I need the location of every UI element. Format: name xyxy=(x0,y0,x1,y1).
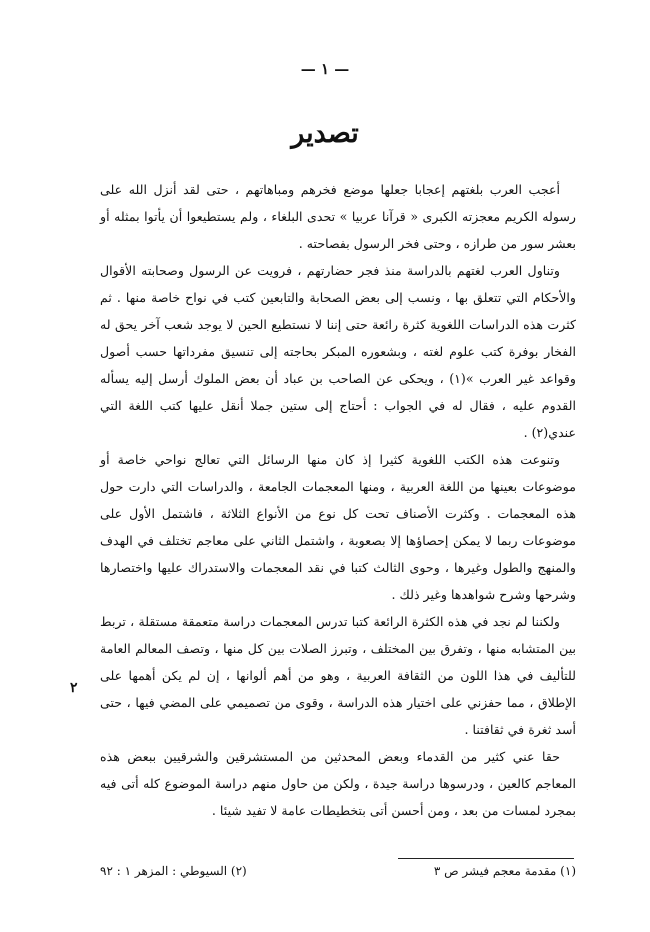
paragraph: أعجب العرب بلغتهم إعجابا جعلها موضع فخرهم ومباهاتهم ، حتى لقد أنزل الله على رسوله الكريم معجزته الكبرى « قرآنا عربيا » تحدى البلغاء ، ولم يستطيعوا أن يأتوا بمثله أو بعشر سور من طرازه ، وحتى فخر الرسول بفصاحته . xyxy=(100,182,576,251)
margin-number: ٢ xyxy=(70,680,78,696)
footnotes xyxy=(100,864,576,878)
footnote: (٢) السيوطي : المزهر ١ : ٩٢ xyxy=(100,864,247,878)
paragraph: وتنوعت هذه الكتب اللغوية كثيرا إذ كان منها الرسائل التي تعالج نواحي خاصة أو موضوعات بعينها من اللغة العربية ، ومنها المعجمات الجامعة ، والدراسات التي دارت حول هذه المعجمات . وكثرت الأصناف تحت كل نوع من الأنواع الثلاثة ، فاشتمل الأول على موضوعات ربما لا يمكن إحصاؤها إلا بصعوبة ، واشتمل الثاني على معاجم تختلف في الهدف والمنهج والطول وغيرها ، وحوى الثالث كتبا في نقد المعجمات والاستدراك عليها واختصارها وشرحها وشرح شواهدها وغير ذلك . xyxy=(100,452,576,602)
body-text xyxy=(100,176,576,824)
footnote: (١) مقدمة معجم فيشر ص ٣ xyxy=(433,864,576,878)
page-title: تصدير xyxy=(291,118,359,149)
footnote-divider xyxy=(398,858,574,859)
paragraph: حقا عني كثير من القدماء وبعض المحدثين من المستشرقين والشرقيين ببعض هذه المعاجم كالعين ، ودرسوها دراسة جيدة ، ولكن من حاول منهم دراسة الموضوع كله أتى فيه بمجرد لمسات من بعد ، ومن أحسن أتى بتخطيطات عامة لا تفيد شيئا . xyxy=(100,749,576,818)
page-number: — ١ — xyxy=(300,60,350,78)
paragraph: وتناول العرب لغتهم بالدراسة منذ فجر حضارتهم ، فرويت عن الرسول وصحابته الأقوال والأحكام التي تتعلق بها ، ونسب إلى بعض الصحابة والتابعين كتب في نواح خاصة منها . ثم كثرت هذه الدراسات اللغوية كثرة رائعة حتى إننا لا نستطيع الحين لا يوجد شعب آخر يحق له الفخار بوفرة كتب علوم لغته ، وبشعوره المبكر بحاجته إلى تنسيق مفرداتها حسب أصول وقواعد غير العرب »(١) ، ويحكى عن الصاحب بن عباد أن بعض الملوك أرسل إليه يسأله القدوم عليه ، فقال له في الجواب : أحتاج إلى ستين جملا أنقل عليها كتب اللغة التي عندي(٢) . xyxy=(100,263,576,440)
paragraph: ولكننا لم نجد في هذه الكثرة الرائعة كتبا تدرس المعجمات دراسة متعمقة مستقلة ، تربط بين المتشابه منها ، وتفرق بين المختلف ، وتبرز الصلات بين كل منها ، وتصف المعالم العامة للتأليف في هذا اللون من الثقافة العربية ، وهو من أهم ألوانها ، إن لم يكن أهمها على الإطلاق ، مما حفزني على اختيار هذه الدراسة ، وقوى من تصميمي على المضي فيها ، حتى أسد ثغرة في ثقافتنا . xyxy=(100,614,576,737)
